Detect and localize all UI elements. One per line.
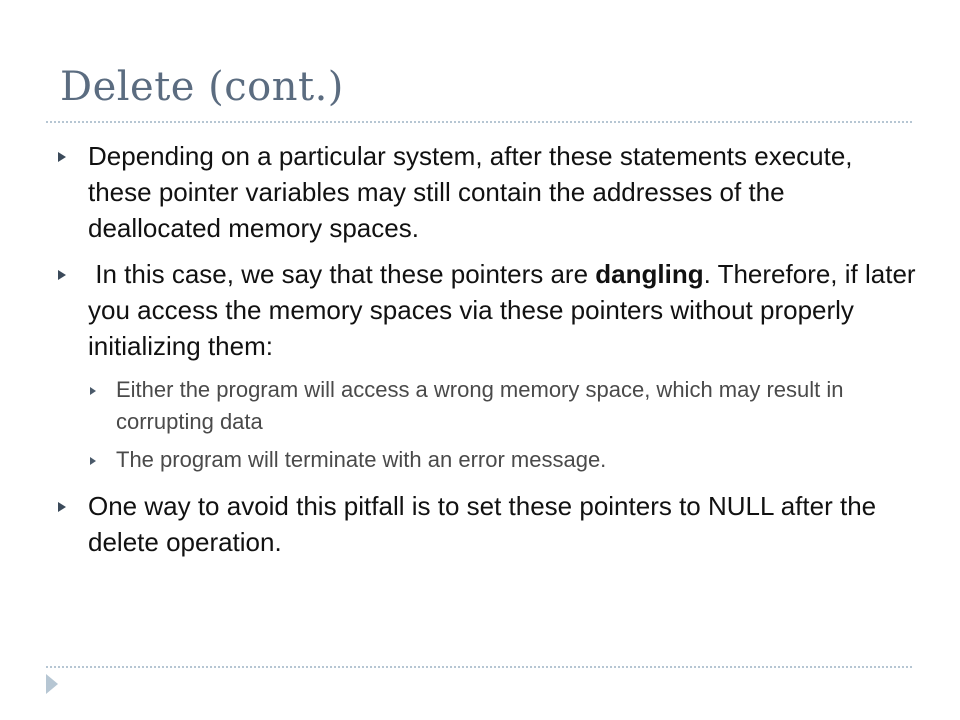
sub-bullet-list (58, 374, 918, 476)
triangle-bullet-icon (58, 152, 66, 162)
title-divider (46, 121, 912, 123)
triangle-bullet-icon (90, 387, 96, 395)
sub-bullet-text: The program will terminate with an error message. (116, 447, 607, 472)
corner-triangle-icon (46, 674, 58, 694)
bullet-text-before: In this case, we say that these pointers are (88, 259, 596, 289)
bullet-text (88, 256, 918, 364)
bullet-item (58, 138, 918, 246)
triangle-bullet-icon (58, 270, 66, 280)
bullet-text: Depending on a particular system, after these statements execute, these pointer variables may still contain the addresses of the deallocated memory spaces. (88, 141, 853, 243)
slide-title: Delete (cont.) (60, 64, 344, 110)
bullet-item (58, 256, 918, 364)
bullet-text: One way to avoid this pitfall is to set these pointers to NULL after the delete operation. (88, 491, 877, 557)
sub-bullet-item (58, 444, 918, 476)
bold-term: dangling (595, 259, 704, 289)
triangle-bullet-icon (58, 502, 66, 512)
sub-bullet-item (58, 374, 918, 438)
bullet-text-after: . Therefore, if later you access the memory spaces via these pointers without properly initializing them: (88, 259, 916, 361)
bullet-item (58, 488, 918, 560)
footer-divider (46, 666, 912, 668)
slide-content (58, 138, 918, 570)
triangle-bullet-icon (90, 457, 96, 465)
sub-bullet-text: Either the program will access a wrong memory space, which may result in corrupting data (116, 377, 844, 434)
